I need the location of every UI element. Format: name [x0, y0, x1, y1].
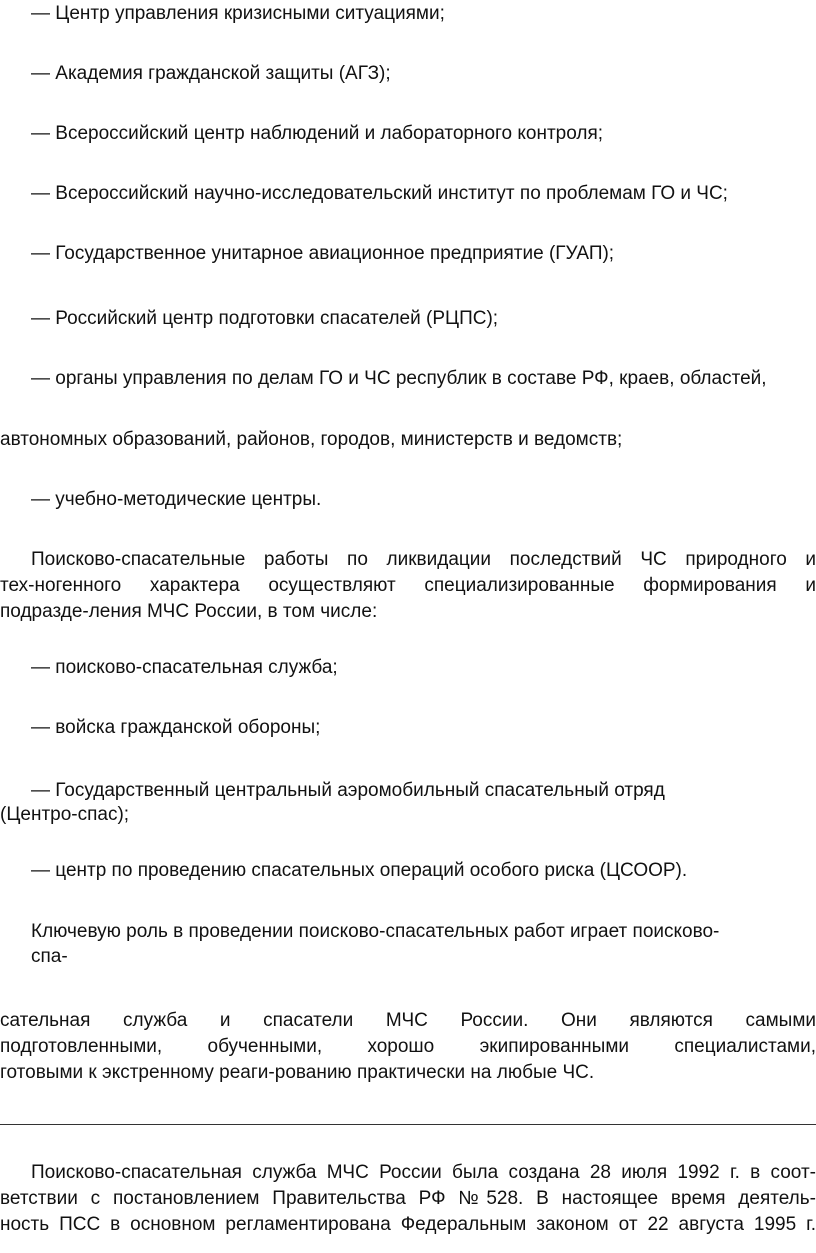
list-item-continuation: (Центро-спас);: [0, 804, 130, 825]
list-item: — Центр управления кризисными ситуациями;: [31, 3, 445, 24]
list-item: — Всероссийский научно-исследовательский институт по проблемам ГО и ЧС;: [31, 183, 728, 204]
list-item-continuation: автономных образований, районов, городов, министерств и ведомств;: [0, 429, 623, 450]
paragraph-line: ветствии с постановлением Правительства РФ №528. В настоящее время деятель-: [0, 1188, 816, 1209]
list-item: — Государственное унитарное авиационное предприятие (ГУАП);: [31, 243, 615, 264]
list-item: — учебно-методические центры.: [31, 489, 322, 510]
paragraph-line: подготовленными, обученными, хорошо экипированными специалистами,: [0, 1036, 816, 1057]
paragraph-line: Поисково-спасательные работы по ликвидации последствий ЧС природного и: [31, 549, 816, 570]
horizontal-divider: [0, 1124, 816, 1125]
list-item: — Академия гражданской защиты (АГЗ);: [31, 63, 391, 84]
paragraph-line: готовыми к экстренному реаги-рованию практически на любые ЧС.: [0, 1062, 595, 1083]
paragraph-line: ность ПСС в основном регламентирована Федеральным законом от 22 августа 1995 г.: [0, 1214, 816, 1235]
list-item: — Всероссийский центр наблюдений и лабораторного контроля;: [31, 123, 604, 144]
paragraph-line: Ключевую роль в проведении поисково-спасательных работ играет поисково-: [31, 921, 720, 942]
list-item: — Российский центр подготовки спасателей (РЦПС);: [31, 308, 499, 329]
paragraph-line: сательная служба и спасатели МЧС России. Они являются самыми: [0, 1010, 816, 1031]
list-item: — поисково-спасательная служба;: [31, 657, 338, 678]
paragraph-line: тех-ногенного характера осуществляют специализированные формирования и: [0, 575, 816, 596]
list-item: — центр по проведению спасательных операций особого риска (ЦСООР).: [31, 860, 688, 881]
list-item: — Государственный центральный аэромобильный спасательный отряд: [31, 780, 665, 801]
paragraph-line: подразде-ления МЧС России, в том числе:: [0, 601, 378, 622]
paragraph-line: спа-: [31, 946, 68, 967]
list-item: — войска гражданской обороны;: [31, 717, 321, 738]
paragraph-line: Поисково-спасательная служба МЧС России была создана 28 июля 1992 г. в соот-: [31, 1162, 816, 1183]
list-item: — органы управления по делам ГО и ЧС республик в составе РФ, краев, областей,: [31, 368, 767, 389]
